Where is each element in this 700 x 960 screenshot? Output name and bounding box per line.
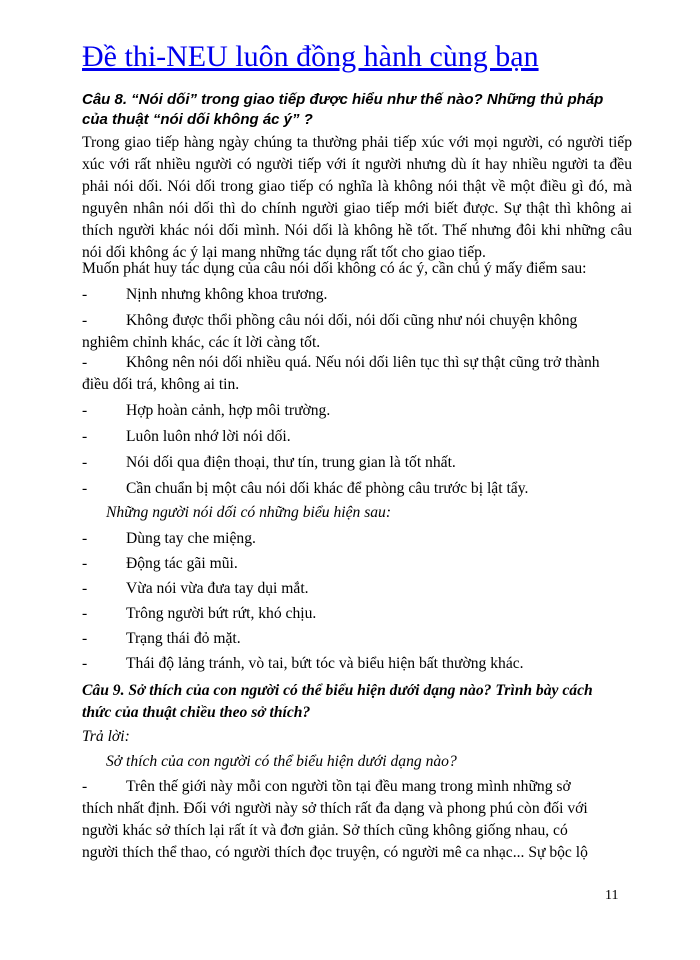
dash-bullet: -	[82, 286, 88, 303]
dash-bullet: -	[82, 454, 88, 471]
sign-text: Động tác gãi mũi.	[126, 555, 238, 572]
tip-text: Luôn luôn nhớ lời nói dối.	[126, 428, 291, 445]
dash-bullet: -	[82, 580, 88, 597]
dash-bullet: -	[82, 402, 88, 419]
tip-text: Nói dối qua điện thoại, thư tín, trung gian là tốt nhất.	[126, 454, 456, 471]
list-item	[82, 776, 602, 864]
question-9-title: Câu 9. Sở thích của con người có thể biểu hiện dưới dạng nào? Trình bày cách thức của thuật chiều theo sở thích?	[82, 682, 593, 721]
intro-paragraph: Trong giao tiếp hàng ngày chúng ta thường phải tiếp xúc với mọi người, có người tiếp xúc với rất nhiều người có người tiếp với ít người nhưng dù ít hay nhiều người ta đều phải nói dối. Nói dối trong giao tiếp có nghĩa là không nói thật về một điều gì đó, mà nguyên nhân nói dối thì do chính người giao tiếp mới biết được. Sự thật thì không ai thích người khác nói dối mình. Nói dối là không hề tốt. Thế nhưng đôi khi những câu nói dối không ác ý lại mang những tác dụng rất tốt cho giao tiếp.	[82, 134, 632, 261]
dash-bullet: -	[82, 630, 88, 647]
signs-heading: Những người nói dối có những biểu hiện sau:	[106, 504, 392, 521]
list-item	[82, 310, 622, 354]
answer-paragraph: Trên thế giới này mỗi con người tồn tại đều mang trong mình những sở thích nhất định. Đối với người này sở thích rất đa dạng và phong phú còn đối với người khác sở thích lại rất ít và đơn giản. Sở thích cũng không giống nhau, có người thích thể thao, có người thích đọc truyện, có người mê ca nhạc... Sự bộc lộ	[82, 778, 588, 861]
dash-bullet: -	[82, 428, 88, 445]
sign-text: Dùng tay che miệng.	[126, 530, 256, 547]
question-8-title: Câu 8. “Nói dối” trong giao tiếp được hiểu như thế nào? Những thủ pháp của thuật “nói dối không ác ý” ?	[82, 91, 604, 128]
sub-heading: Sở thích của con người có thể biểu hiện dưới dạng nào?	[106, 753, 457, 770]
tip-text: Không được thổi phồng câu nói dối, nói dối cũng như nói chuyện không nghiêm chỉnh khác, các ít lời càng tốt.	[82, 312, 578, 351]
sign-text: Thái độ lảng tránh, vò tai, bứt tóc và biểu hiện bất thường khác.	[126, 655, 524, 672]
tip-text: Hợp hoàn cảnh, hợp môi trường.	[126, 402, 331, 419]
list-item	[82, 352, 622, 396]
tip-text: Nịnh nhưng không khoa trương.	[126, 286, 328, 303]
dash-bullet: -	[82, 555, 88, 572]
page-number: 11	[605, 888, 619, 903]
dash-bullet: -	[82, 480, 88, 497]
dash-bullet: -	[82, 655, 88, 672]
dash-bullet: -	[82, 605, 88, 622]
answer-label: Trả lời:	[82, 728, 130, 745]
dash-bullet: -	[82, 312, 88, 329]
lead-in-text: Muốn phát huy tác dụng của câu nói dối không có ác ý, cần chú ý mấy điểm sau:	[82, 260, 587, 277]
tip-text: Cần chuẩn bị một câu nói dối khác để phòng câu trước bị lật tẩy.	[126, 480, 529, 497]
sign-text: Trông người bứt rứt, khó chịu.	[126, 605, 317, 622]
sign-text: Vừa nói vừa đưa tay dụi mắt.	[126, 580, 309, 597]
dash-bullet: -	[82, 530, 88, 547]
dash-bullet: -	[82, 778, 88, 795]
sign-text: Trạng thái đỏ mặt.	[126, 630, 241, 647]
header-link[interactable]: Đề thi-NEU luôn đồng hành cùng bạn	[82, 40, 539, 73]
tip-text: Không nên nói dối nhiều quá. Nếu nói dối liên tục thì sự thật cũng trở thành điều dối trá, không ai tin.	[82, 354, 600, 393]
dash-bullet: -	[82, 354, 88, 371]
